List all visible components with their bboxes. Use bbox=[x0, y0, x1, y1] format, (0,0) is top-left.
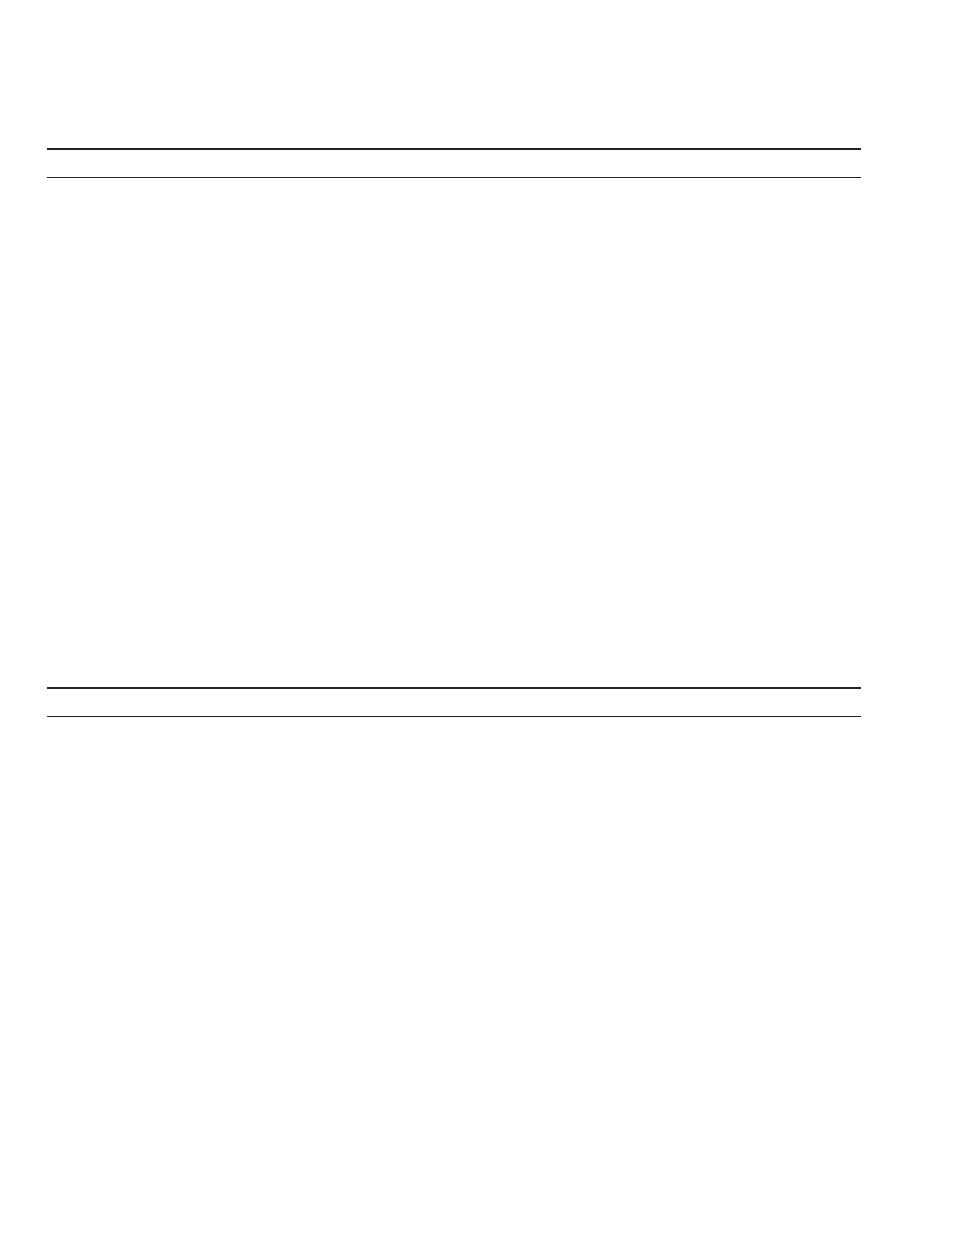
table-subheading bbox=[0, 76, 954, 90]
table2-top-rule bbox=[47, 687, 861, 689]
table2-header-rule bbox=[47, 716, 861, 717]
table1-top-rule bbox=[47, 148, 861, 150]
table1-header-rule bbox=[47, 177, 861, 178]
